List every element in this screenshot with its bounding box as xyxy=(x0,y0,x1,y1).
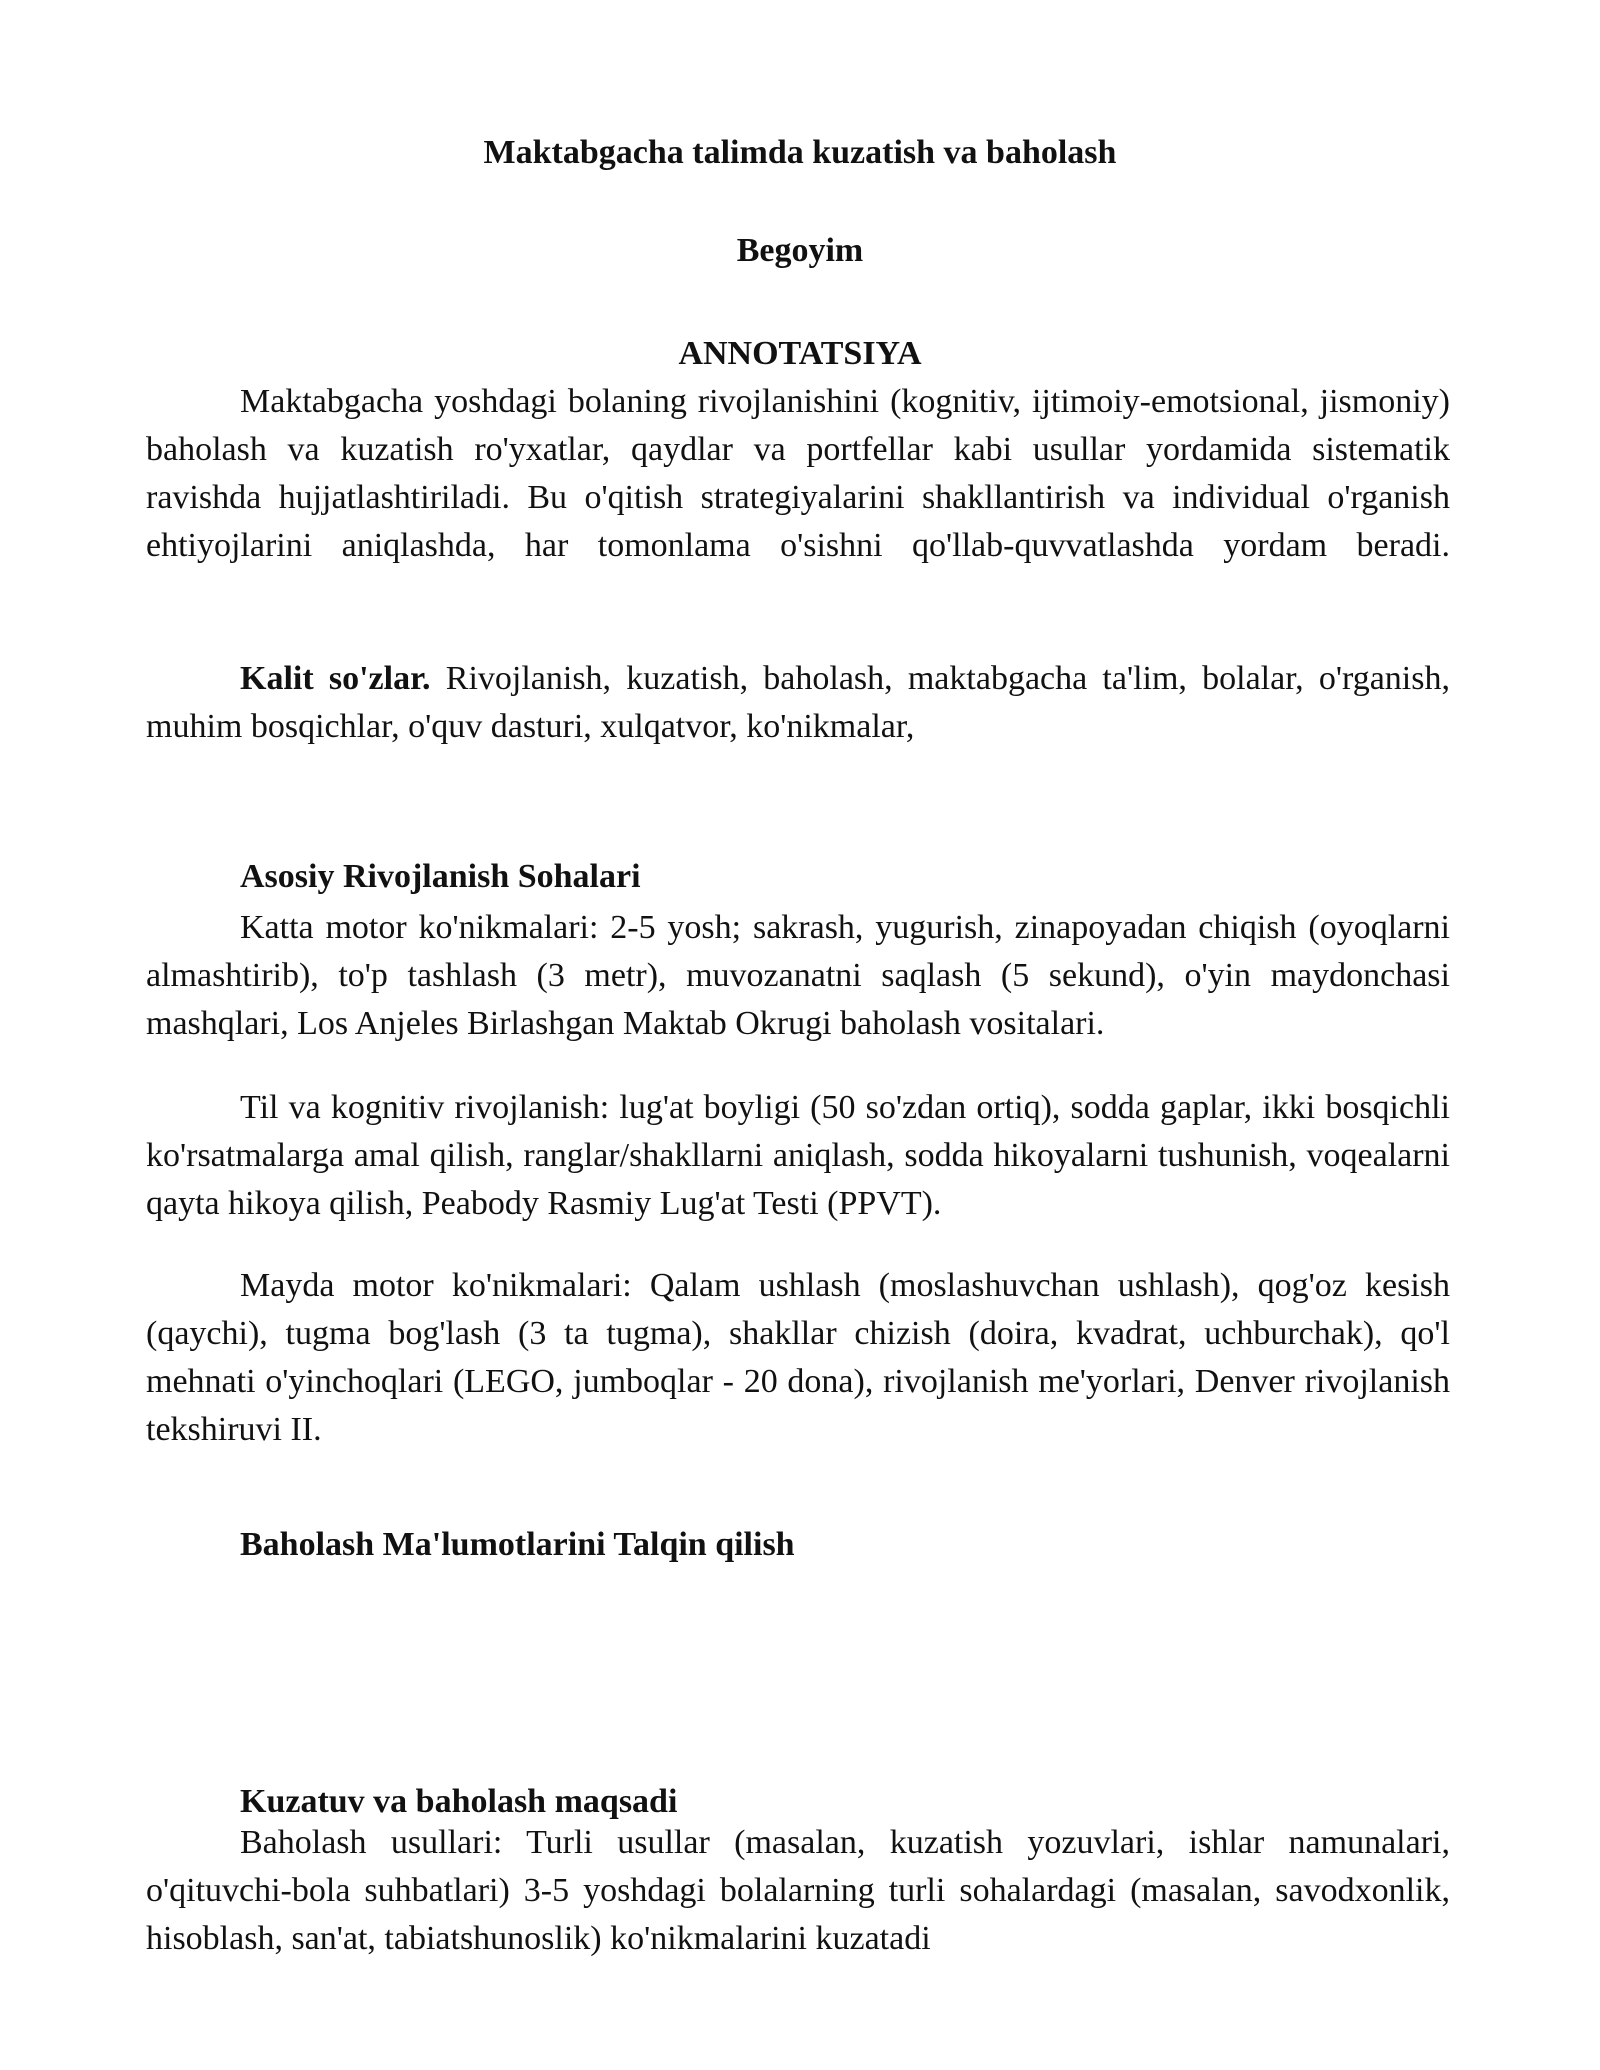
section-heading-development-areas: Asosiy Rivojlanish Sohalari xyxy=(240,858,641,895)
fine-motor-paragraph: Mayda motor ko'nikmalari: Qalam ushlash (moslashuvchan ushlash), qog'oz kesish (qaychi), tugma bog'lash (3 ta tugma), shakllar chizish (doira, kvadrat, uchburchak), qo'l mehnati o'yinchoqlari (LEGO, jumboqlar - 20 dona), rivojlanish me'yorlari, Denver rivojlanish tekshiruvi II. xyxy=(146,1267,1450,1448)
assessment-methods-paragraph: Baholash usullari: Turli usullar (masalan, kuzatish yozuvlari, ishlar namunalari, o'qituvchi-bola suhbatlari) 3-5 yoshdagi bolalarning turli sohalardagi (masalan, savodxonlik, hisoblash, san'at, tabiatshunoslik) ko'nikmalarini kuzatadi xyxy=(146,1824,1450,1957)
keywords-paragraph xyxy=(146,655,1450,751)
annotation-heading: ANNOTATSIYA xyxy=(678,335,922,372)
section-heading-purpose: Kuzatuv va baholash maqsadi xyxy=(240,1783,678,1820)
document-title: Maktabgacha talimda kuzatish va baholash xyxy=(483,134,1117,171)
keywords-text: Rivojlanish, kuzatish, baholash, maktabgacha ta'lim, bolalar, o'rganish, muhim bosqichlar, o'quv dasturi, xulqatvor, ko'nikmalar, xyxy=(146,660,1450,745)
gross-motor-paragraph: Katta motor ko'nikmalari: 2-5 yosh; sakrash, yugurish, zinapoyadan chiqish (oyoqlarni almashtirib), to'p tashlash (3 metr), muvozanatni saqlash (5 sekund), o'yin maydonchasi mashqlari, Los Anjeles Birlashgan Maktab Okrugi baholash vositalari. xyxy=(146,909,1450,1042)
section-heading-data-interpretation: Baholash Ma'lumotlarini Talqin qilish xyxy=(240,1526,795,1563)
annotation-paragraph: Maktabgacha yoshdagi bolaning rivojlanishini (kognitiv, ijtimoiy-emotsional, jismoniy) baholash va kuzatish ro'yxatlar, qaydlar va portfellar kabi usullar yordamida sistematik ravishda hujjatlashtiriladi. Bu o'qitish strategiyalarini shakllantirish va individual o'rganish ehtiyojlarini aniqlashda, har tomonlama o'sishni qo'llab-quvvatlashda yordam beradi. xyxy=(146,383,1450,564)
document-author: Begoyim xyxy=(736,232,864,269)
keywords-label: Kalit so'zlar. xyxy=(240,660,431,697)
language-cognitive-paragraph: Til va kognitiv rivojlanish: lug'at boyligi (50 so'zdan ortiq), sodda gaplar, ikki bosqichli ko'rsatmalarga amal qilish, ranglar/shakllarni aniqlash, sodda hikoyalarni tushunish, voqealarni qayta hikoya qilish, Peabody Rasmiy Lug'at Testi (PPVT). xyxy=(146,1089,1450,1222)
